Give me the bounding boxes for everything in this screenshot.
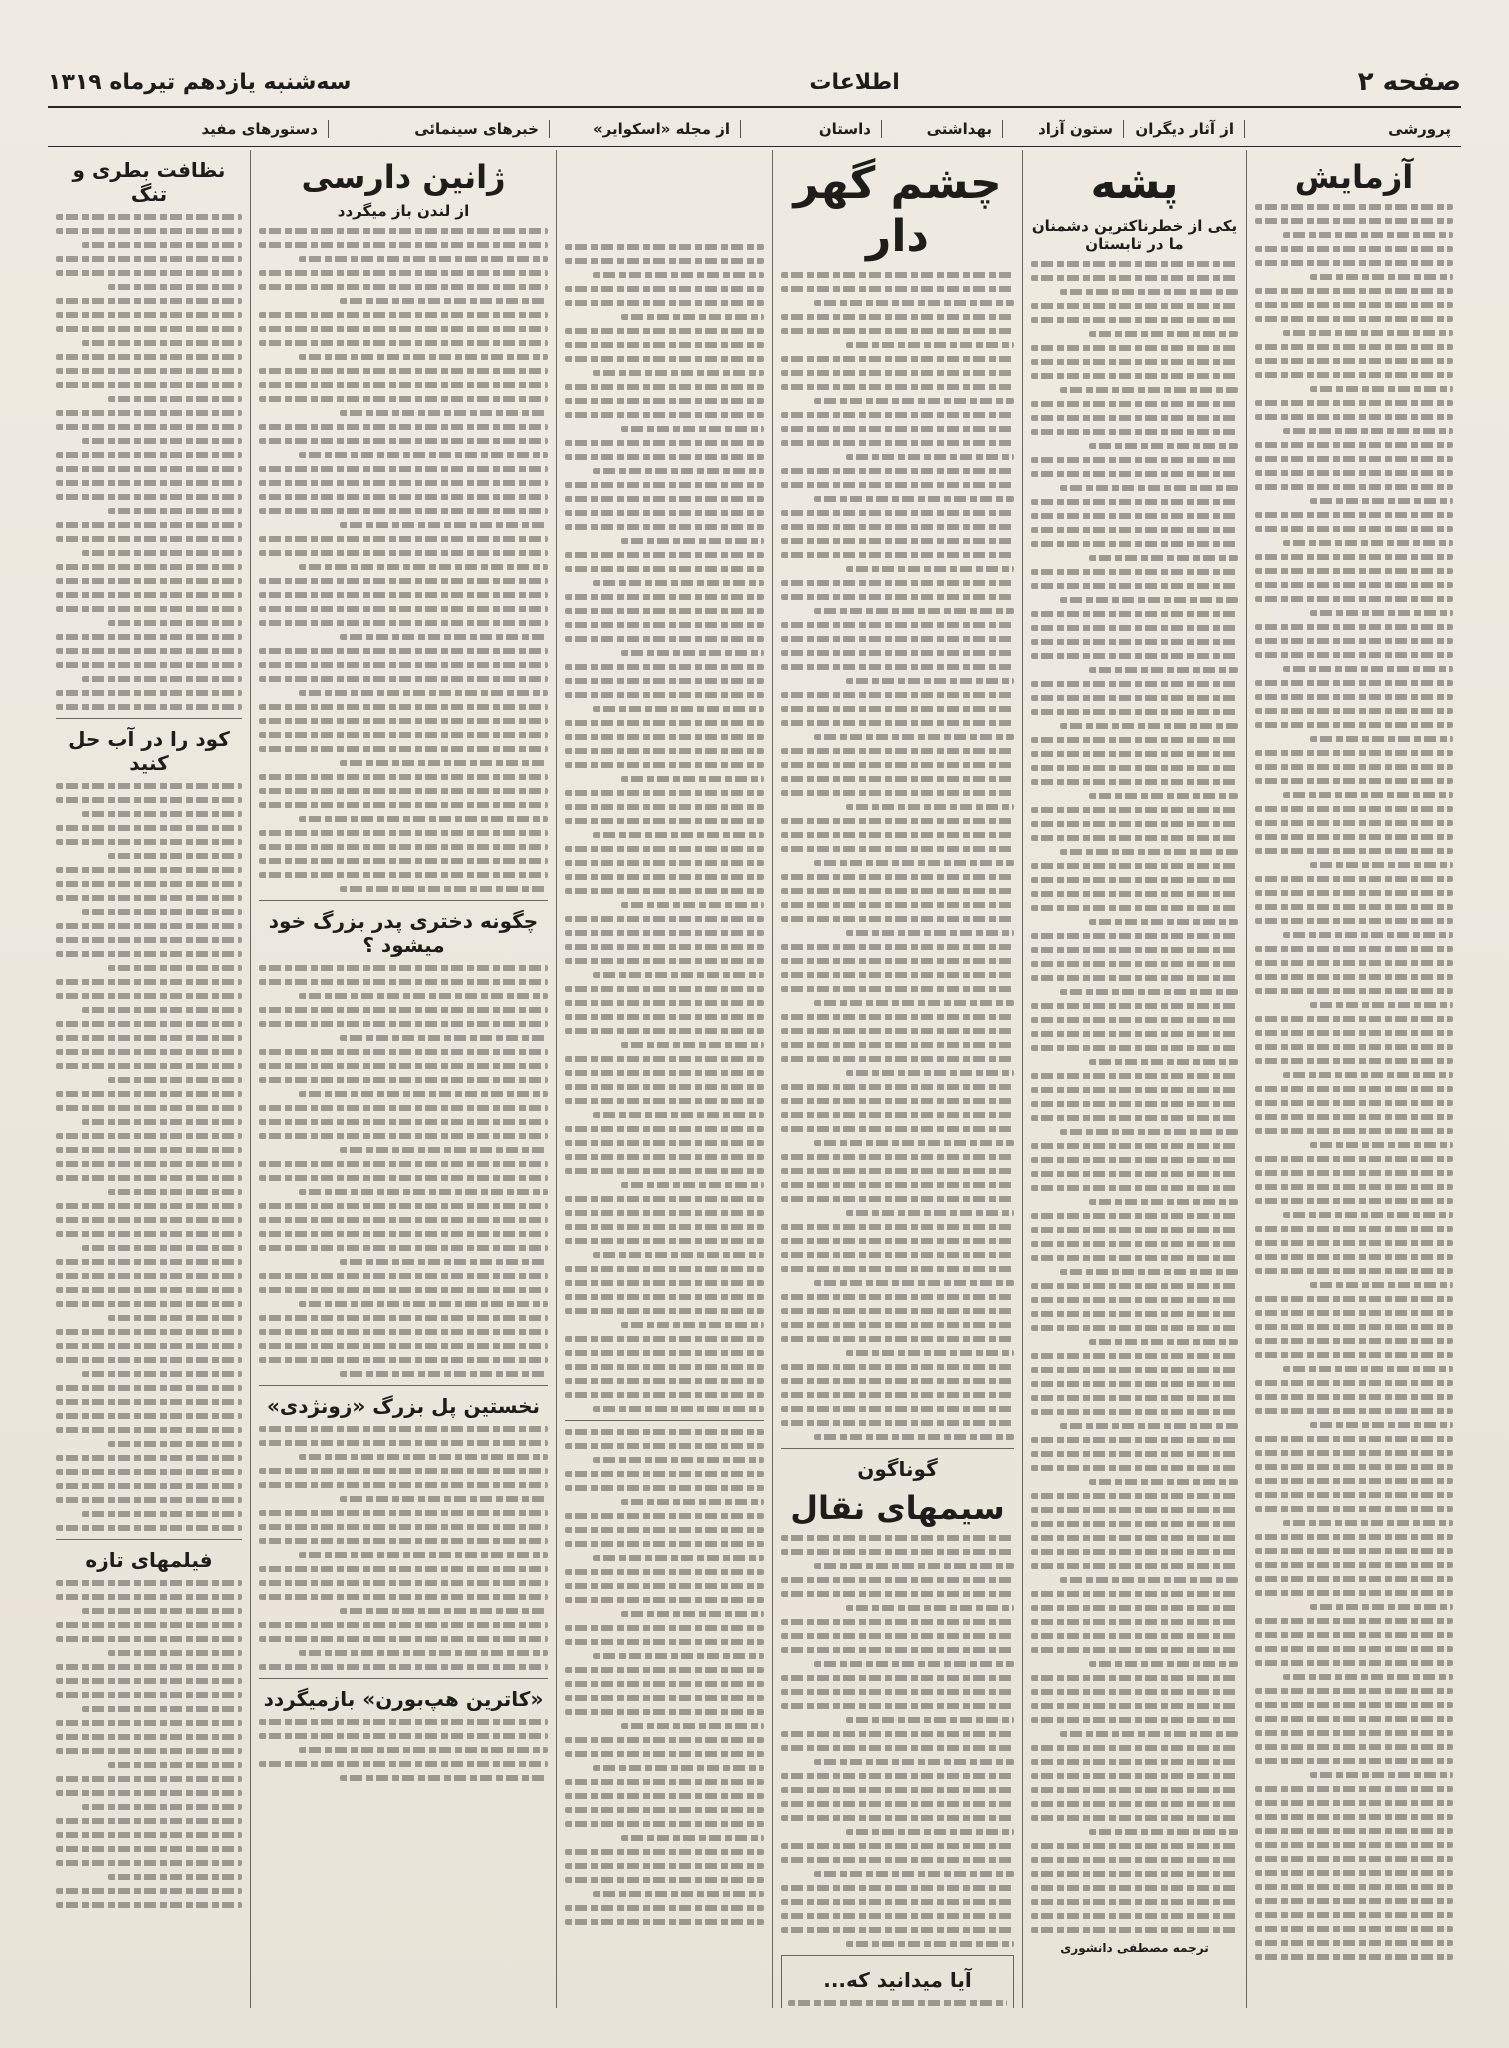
section-divider [565,1420,764,1421]
section-divider [781,1448,1014,1449]
rubric-bar [48,112,1461,147]
column-jewel-eye [772,150,1022,2008]
section-divider [259,900,548,901]
subheadline-mosquito: یکی از خطرناکترین دشمنان ما در تابستان [1031,216,1238,253]
rubric-cinema-news: خبرهای سینمائی [328,120,549,138]
article-columns [48,150,1461,2008]
rubric-parvareshi: پرورشی [1244,120,1461,138]
rubric-story: داستان [740,120,881,138]
rubric-free-column: ستون آزاد [1002,120,1123,138]
article-body-mosquito [1031,261,1238,1933]
headline-fresh-films: فیلمهای تازه [85,1548,213,1572]
headline-sky-bees: سیمهای نقال [790,1488,1005,1527]
headline-did-you-know: آیا میدانید که... [823,1967,972,1992]
issue-date: سه‌شنبه یازدهم تیرماه ۱۳۱۹ [48,69,352,95]
article-body-grandpa [259,1426,548,1670]
page-number: صفحه ۲ [1357,67,1461,97]
article-body-experiment [1255,204,1453,1960]
article-body-hepburn [259,1719,548,1781]
column-mosquito [1022,150,1246,2008]
headline-fertilizer: کود را در آب حل کنید [68,727,230,775]
article-body-how-girl [259,965,548,1377]
headline-cleanliness: نظافت بطری و تنگ [72,158,226,206]
rubric-others: از آثار دیگران [1123,120,1244,138]
headline-miscellany: گوناگون [857,1456,938,1481]
headline-zhanin: ژانین دارسی [301,158,506,196]
article-body-fresh-films [56,1580,242,1908]
section-divider [56,1539,242,1540]
rubric-useful-tips: دستورهای مفید [201,120,318,138]
rubric-health: بهداشتی [881,120,1002,138]
rubric-esquire: از مجله «اسکوایر» [549,120,740,138]
newspaper-name: اطلاعات [809,69,900,95]
headline-grandpa: نخستین پل بزرگ «زونژدی» [266,1394,541,1419]
headline-experiment: آزمایش [1294,158,1414,196]
article-body-zhanin [259,228,548,892]
did-you-know-box [781,1955,1014,2008]
article-body-misc-cont [565,1429,764,1925]
translator-credit: ترجمه مصطفی دانشوری [1060,1940,1209,1955]
headline-how-girl: چگونه دختری پدر بزرگ خود میشود ؟ [268,909,539,958]
column-jewel-eye-cont [556,150,772,2008]
article-body-fertilizer [56,783,242,1531]
headline-hepburn: «کاترین هپ‌بورن» بازمیگردد [263,1687,544,1712]
column-zhanin [250,150,556,2008]
subheadline-zhanin: از لندن باز میگردد [337,202,470,221]
article-body-jewel-eye-cont [565,244,764,1412]
column-useful-tips [48,150,250,2008]
headline-jewel-eye: چشم گهر دار [793,158,1002,262]
section-divider [259,1385,548,1386]
column-experiment [1246,150,1461,2008]
article-body-sky-bees [781,1535,1014,1947]
article-body-jewel-eye [781,272,1014,1440]
article-body-cleanliness [56,214,242,710]
headline-mosquito: پشه [1090,158,1179,209]
masthead [48,58,1461,108]
section-divider [259,1678,548,1679]
section-divider [56,718,242,719]
